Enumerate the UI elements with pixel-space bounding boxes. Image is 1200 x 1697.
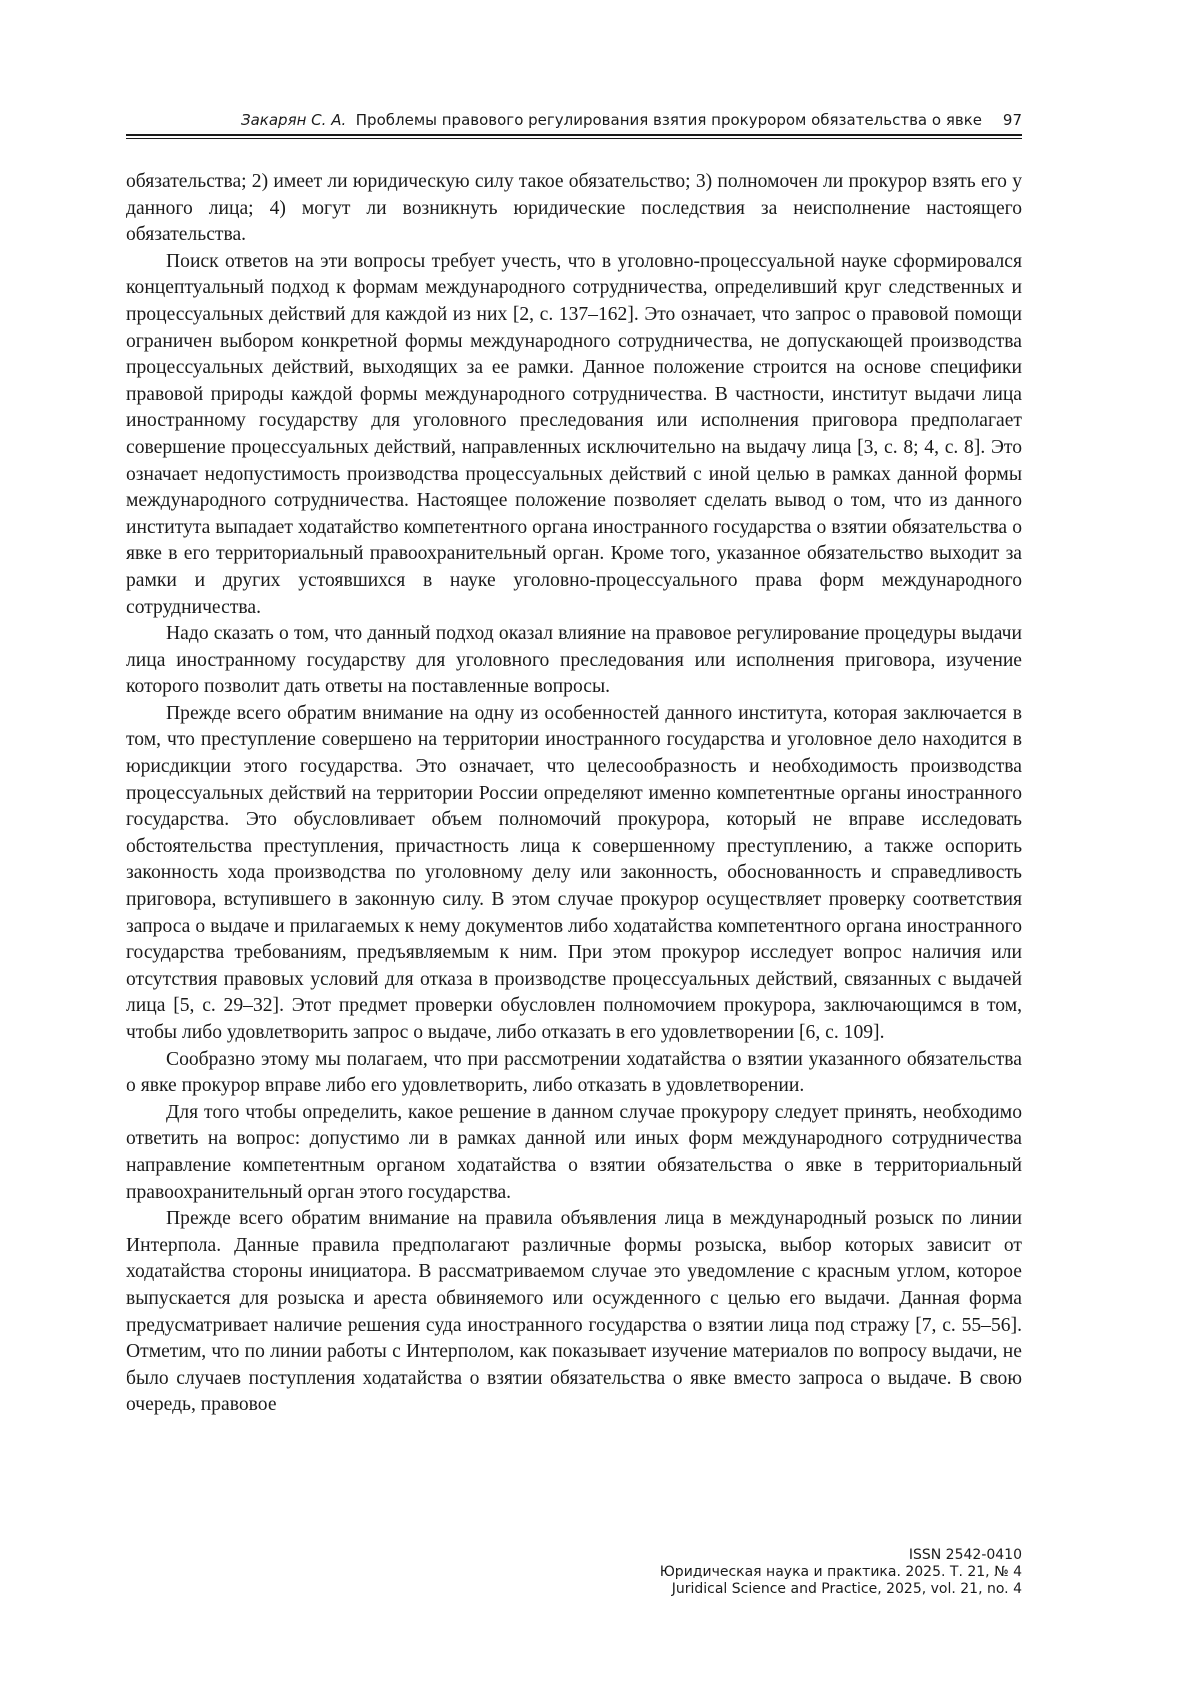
paragraph: Прежде всего обратим внимание на правила объявления лица в международный розыск по линии Интерпола. Данные правила предполагают различные формы розыска, выбор которых зависит от ходатайства стороны инициатора. В рассматриваемом случае это уведомление с красным углом, которое выпускается для розыска и ареста обвиняемого или осужденного с целью его выдачи. Данная форма предусматривает наличие решения суда иностранного государства о взятии лица под стражу [7, с. 55–56]. Отметим, что по линии работы с Интерполом, как показывает изучение материалов по вопросу выдачи, не было случаев поступления ходатайства о взятии обязательства о явке вместо запроса о выдаче. В свою очередь, правовое <box>126 1208 1022 1416</box>
footer-journal-en: Juridical Science and Practice, 2025, vol. 21, no. 4 <box>671 1581 1022 1597</box>
header-rule-thin <box>126 138 1022 139</box>
footer-journal-ru: Юридическая наука и практика. 2025. Т. 21, № 4 <box>659 1564 1022 1580</box>
article-body <box>126 169 1022 1419</box>
running-header <box>126 111 1022 133</box>
header-rule-thick <box>126 134 1022 136</box>
page-number: 97 <box>1002 111 1022 129</box>
paragraph: Сообразно этому мы полагаем, что при рассмотрении ходатайства о взятии указанного обязательства о явке прокурор вправе либо его удовлетворить, либо отказать в удовлетворении. <box>126 1048 1022 1097</box>
paragraph: Поиск ответов на эти вопросы требует учесть, что в уголовно-процессуальной науке сформировался концептуальный подход к формам международного сотрудничества, определивший круг следственных и процессуальных действий для каждой из них [2, с. 137–162]. Это означает, что запрос о правовой помощи ограничен выбором конкретной формы международного сотрудничества, не допускающей производства процессуальных действий, выходящих за ее рамки. Данное положение строится на основе специфики правовой природы каждой формы международного сотрудничества. В частности, институт выдачи лица иностранному государству для уголовного преследования или исполнения приговора предполагает совершение процессуальных действий, направленных исключительно на выдачу лица [3, с. 8; 4, с. 8]. Это означает недопустимость производства процессуальных действий с иной целью в рамках данной формы международного сотрудничества. Настоящее положение позволяет сделать вывод о том, что из данного института выпадает ходатайство компетентного органа иностранного государства о взятии обязательства о явке в его территориальный правоохранительный орган. Кроме того, указанное обязательство выходит за рамки и других устоявшихся в науке уголовно-процессуального права форм международного сотрудничества. <box>126 250 1022 618</box>
header-authors: Закарян С. А. <box>241 111 347 129</box>
paragraph: Прежде всего обратим внимание на одну из особенностей данного института, которая заключается в том, что преступление совершено на территории иностранного государства и уголовное дело находится в юрисдикции этого государства. Это означает, что целесообразность и необходимость производства процессуальных действий на территории России определяют именно компетентные органы иностранного государства. Это обусловливает объем полномочий прокурора, который не вправе исследовать обстоятельства преступления, причастность лица к совершенному преступлению, а также оспорить законность хода производства по уголовному делу или законность, обоснованность и справедливость приговора, вступившего в законную силу. В этом случае прокурор осуществляет проверку соответствия запроса о выдаче и прилагаемых к нему документов либо ходатайства компетентного органа иностранного государства требованиям, предъявляемым к ним. При этом прокурор исследует вопрос наличия или отсутствия правовых условий для отказа в производстве процессуальных действий, связанных с выдачей лица [5, с. 29–32]. Этот предмет проверки обусловлен полномочием прокурора, заключающимся в том, чтобы либо удовлетворить запрос о выдаче, либо отказать в его удовлетворении [6, с. 109]. <box>126 702 1022 1043</box>
footer-issn: ISSN 2542-0410 <box>908 1547 1022 1563</box>
journal-footer <box>620 1547 1022 1598</box>
running-title <box>126 111 982 129</box>
paragraph: Надо сказать о том, что данный подход оказал влияние на правовое регулирование процедуры выдачи лица иностранному государству для уголовного преследования или исполнения приговора, изучение которого позволит дать ответы на поставленные вопросы. <box>126 623 1022 698</box>
paragraph: Для того чтобы определить, какое решение в данном случае прокурору следует принять, необходимо ответить на вопрос: допустимо ли в рамках данной или иных форм международного сотрудничества направление компетентным органом ходатайства о взятии обязательства о явке в территориальный правоохранительный орган этого государства. <box>126 1101 1022 1203</box>
header-article-title: Проблемы правового регулирования взятия прокурором обязательства о явке <box>355 111 982 129</box>
paragraph-continued: обязательства; 2) имеет ли юридическую силу такое обязательство; 3) полномочен ли прокурор взять его у данного лица; 4) могут ли возникнуть юридические последствия за неисполнение настоящего обязательства. <box>126 171 1022 246</box>
